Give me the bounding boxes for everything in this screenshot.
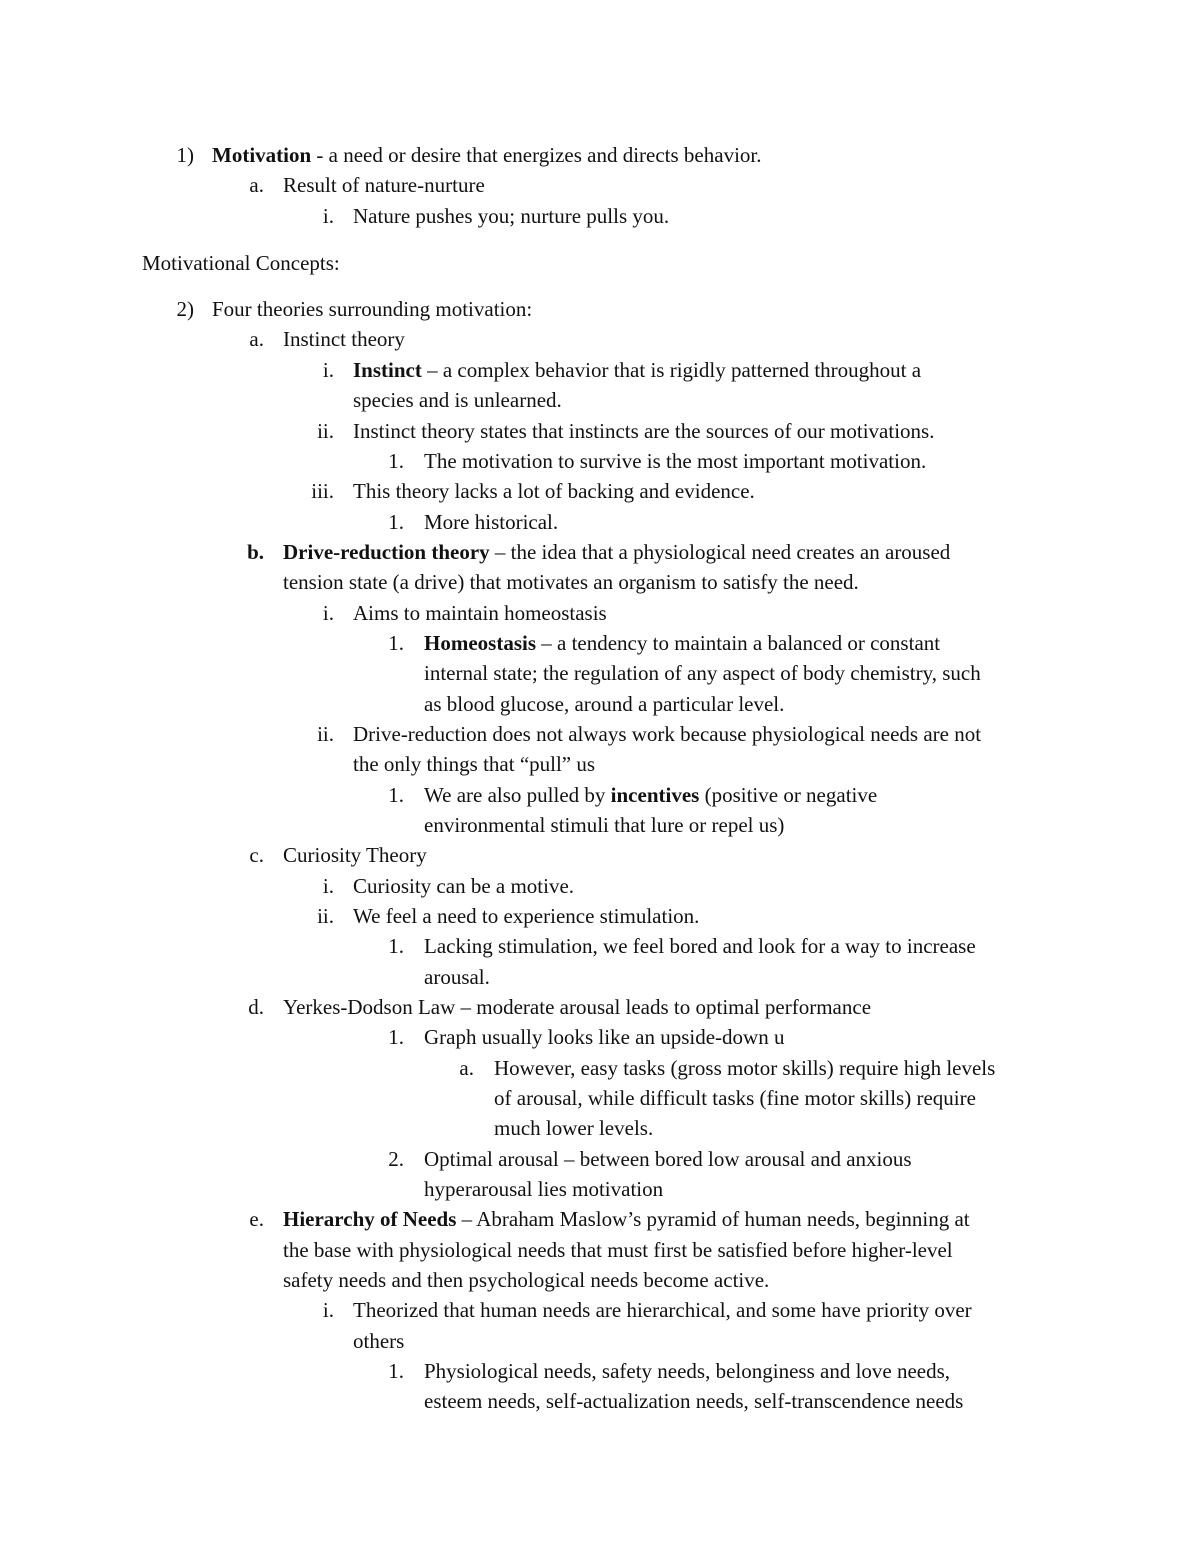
- outline-line: much lower levels.: [494, 1116, 654, 1140]
- outline-line: tension state (a drive) that motivates an organism to satisfy the need.: [283, 570, 859, 594]
- outline-line: Instinct theory states that instincts are the sources of our motivations.: [353, 419, 935, 443]
- outline-line: Instinct – a complex behavior that is rigidly patterned throughout a: [353, 358, 922, 382]
- outline-line: species and is unlearned.: [353, 388, 562, 412]
- outline-line: Nature pushes you; nurture pulls you.: [353, 204, 670, 228]
- outline-line: others: [353, 1329, 405, 1353]
- list-marker: i.: [322, 874, 334, 898]
- key-term: Hierarchy of Needs: [283, 1207, 457, 1231]
- outline-line: We are also pulled by incentives (positive or negative: [424, 783, 878, 807]
- outline-line: Motivation - a need or desire that energizes and directs behavior.: [212, 143, 762, 167]
- outline-line: Theorized that human needs are hierarchical, and some have priority over: [353, 1298, 972, 1322]
- list-marker: ii.: [317, 419, 334, 443]
- list-marker: 1.: [388, 934, 404, 958]
- outline-line: Aims to maintain homeostasis: [353, 601, 607, 625]
- outline-line: Curiosity can be a motive.: [353, 874, 575, 898]
- list-marker: ii.: [317, 904, 334, 928]
- list-marker: 1.: [388, 783, 404, 807]
- outline-line: safety needs and then psychological needs become active.: [283, 1268, 770, 1292]
- list-marker: b.: [247, 540, 264, 564]
- list-marker: ii.: [317, 722, 334, 746]
- outline-line: Four theories surrounding motivation:: [212, 297, 533, 321]
- list-marker: 1.: [388, 1025, 404, 1049]
- outline-line: More historical.: [424, 510, 559, 534]
- outline-line: Graph usually looks like an upside-down u: [424, 1025, 785, 1049]
- list-marker: 2): [176, 297, 194, 321]
- key-term: Instinct: [353, 358, 422, 382]
- key-term: Drive-reduction theory: [283, 540, 490, 564]
- outline-line: Drive-reduction theory – the idea that a physiological need creates an aroused: [283, 540, 951, 564]
- list-marker: i.: [322, 1298, 334, 1322]
- list-marker: a.: [459, 1056, 474, 1080]
- outline-line: Optimal arousal – between bored low arousal and anxious: [424, 1147, 912, 1171]
- list-marker: 1.: [388, 449, 404, 473]
- section-heading: Motivational Concepts:: [142, 251, 340, 275]
- outline-line: The motivation to survive is the most important motivation.: [424, 449, 927, 473]
- list-marker: 1.: [388, 631, 404, 655]
- outline-line: This theory lacks a lot of backing and evidence.: [353, 479, 755, 503]
- list-marker: a.: [249, 173, 264, 197]
- outline-line: internal state; the regulation of any aspect of body chemistry, such: [424, 661, 981, 685]
- list-marker: a.: [249, 327, 264, 351]
- outline-line: the only things that “pull” us: [353, 752, 596, 776]
- list-marker: e.: [249, 1207, 264, 1231]
- outline-line: Homeostasis – a tendency to maintain a balanced or constant: [424, 631, 941, 655]
- outline-line: the base with physiological needs that must first be satisfied before higher-level: [283, 1238, 953, 1262]
- key-term: Homeostasis: [424, 631, 536, 655]
- key-term: incentives: [610, 783, 700, 807]
- list-marker: d.: [248, 995, 264, 1019]
- outline-line: However, easy tasks (gross motor skills) require high levels: [494, 1056, 996, 1080]
- outline-line: of arousal, while difficult tasks (fine motor skills) require: [494, 1086, 976, 1110]
- outline-line: Result of nature-nurture: [283, 173, 485, 197]
- list-marker: i.: [322, 358, 334, 382]
- outline-line: Drive-reduction does not always work because physiological needs are not: [353, 722, 982, 746]
- list-marker: iii.: [311, 479, 334, 503]
- outline-line: Curiosity Theory: [283, 843, 427, 867]
- list-marker: c.: [249, 843, 264, 867]
- list-marker: i.: [322, 204, 334, 228]
- outline-line: as blood glucose, around a particular level.: [424, 692, 785, 716]
- outline-line: Yerkes-Dodson Law – moderate arousal leads to optimal performance: [283, 995, 872, 1019]
- outline-line: Lacking stimulation, we feel bored and look for a way to increase: [424, 934, 976, 958]
- outline-line: environmental stimuli that lure or repel us): [424, 813, 785, 837]
- list-marker: 1.: [388, 510, 404, 534]
- outline-line: Instinct theory: [283, 327, 405, 351]
- list-marker: 2.: [388, 1147, 404, 1171]
- key-term: Motivation: [212, 143, 312, 167]
- list-marker: 1): [176, 143, 194, 167]
- outline-line: Physiological needs, safety needs, belonginess and love needs,: [424, 1359, 951, 1383]
- list-marker: i.: [322, 601, 334, 625]
- outline-line: We feel a need to experience stimulation.: [353, 904, 700, 928]
- list-marker: 1.: [388, 1359, 404, 1383]
- outline-line: esteem needs, self-actualization needs, self-transcendence needs: [424, 1389, 964, 1413]
- outline-line: Hierarchy of Needs – Abraham Maslow’s pyramid of human needs, beginning at: [283, 1207, 970, 1231]
- outline-line: hyperarousal lies motivation: [424, 1177, 664, 1201]
- outline-line: arousal.: [424, 965, 490, 989]
